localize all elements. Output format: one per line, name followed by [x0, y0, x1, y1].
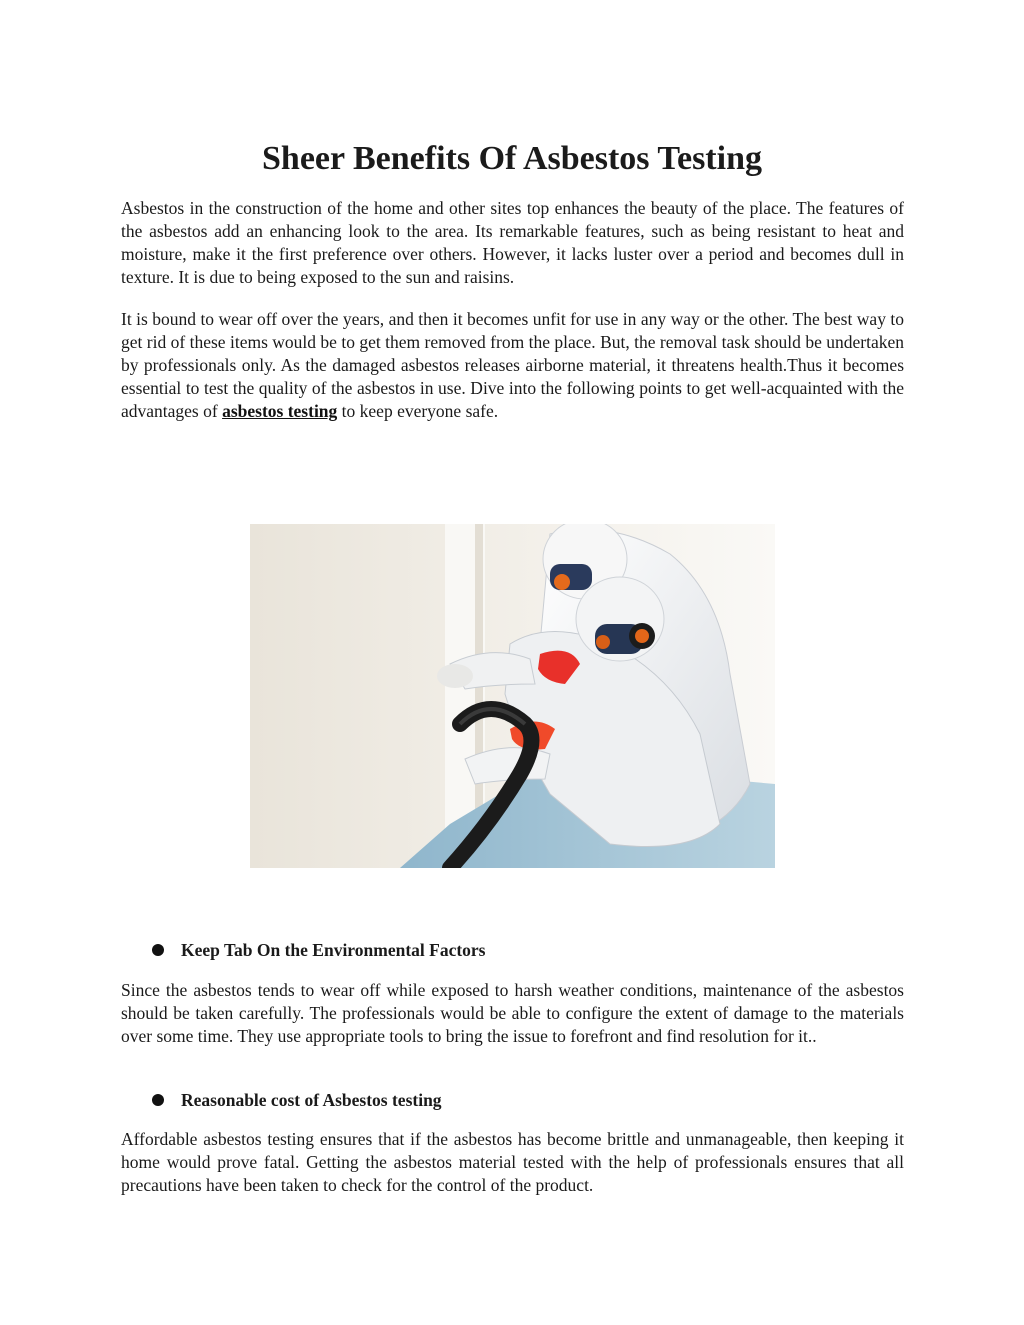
section-1-body: Since the asbestos tends to wear off while exposed to harsh weather conditions, maintenance of the asbestos should be taken carefully. The professionals would be able to configure the extent of damage to the materials over some time. They use appropriate tools to bring the issue to forefront and find resolution for it..	[121, 980, 904, 1046]
intro-paragraph-1: Asbestos in the construction of the home and other sites top enhances the beauty of the place. The features of the asbestos add an enhancing look to the area. Its remarkable features, such as being resistant to heat and moisture, make it the first preference over others. However, it lacks luster over a period and becomes dull in texture. It is due to being exposed to the sun and raisins.	[121, 198, 904, 287]
section-2-heading-text: Reasonable cost of Asbestos testing	[181, 1090, 442, 1110]
asbestos-testing-photo	[250, 524, 775, 868]
section-1-heading	[152, 938, 486, 962]
section-2-body: Affordable asbestos testing ensures that if the asbestos has become brittle and unmanageable, then keeping it home would prove fatal. Getting the asbestos material tested with the help of professionals ensures that all precautions have been taken to check for the control of the product.	[121, 1129, 904, 1195]
intro-paragraph-2-tail: to keep everyone safe.	[337, 401, 499, 421]
intro-paragraph-2	[121, 308, 904, 423]
page-title: Sheer Benefits Of Asbestos Testing	[262, 140, 762, 177]
section-1-heading-text: Keep Tab On the Environmental Factors	[181, 940, 486, 960]
bullet-icon	[152, 1094, 164, 1106]
bullet-icon	[152, 944, 164, 956]
asbestos-testing-link[interactable]: asbestos testing	[222, 401, 338, 421]
section-2-heading	[152, 1088, 442, 1112]
intro-paragraph-2-text: It is bound to wear off over the years, and then it becomes unfit for use in any way or the other. The best way to get rid of these items would be to get them removed from the place. But, the removal task should be undertaken by professionals only. As the damaged asbestos releases airborne material, it threatens health.Thus it becomes essential to test the quality of the asbestos in use. Dive into the following points to get well-acquainted with the advantages of	[121, 309, 904, 421]
